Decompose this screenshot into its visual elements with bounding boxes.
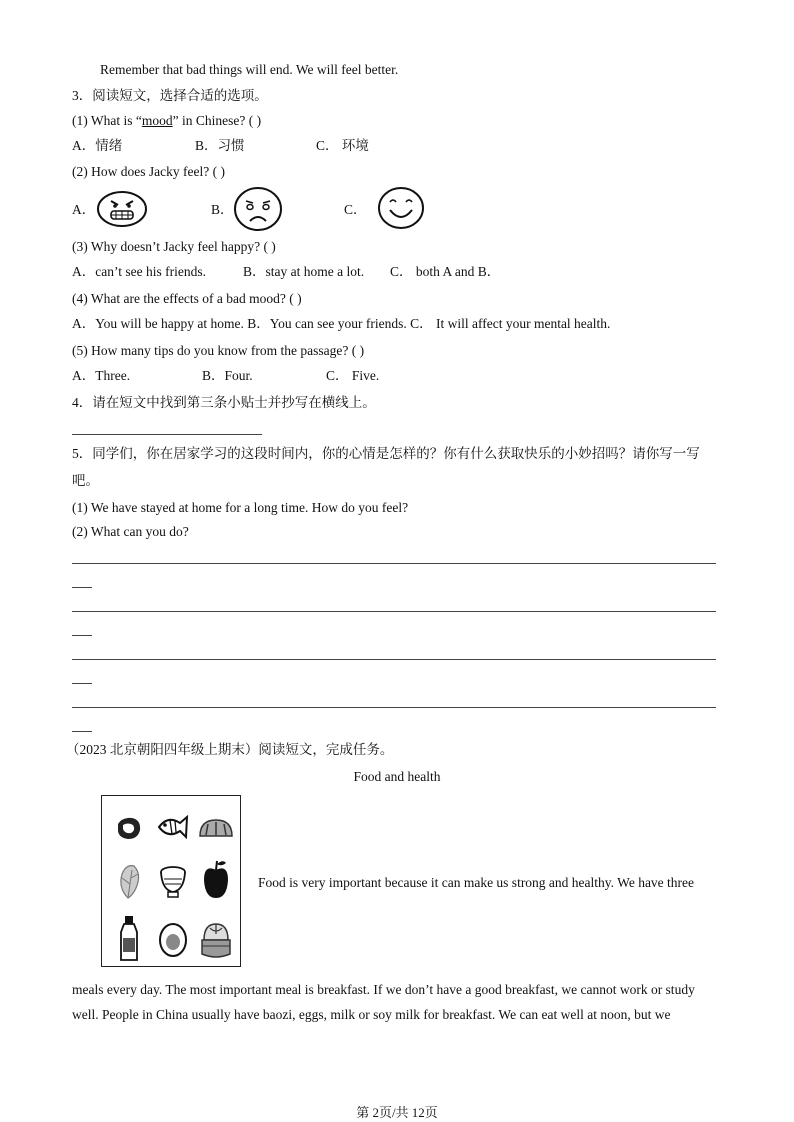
q4-answer-line[interactable] — [72, 434, 262, 435]
q3-sub3-question: (3) Why doesn’t Jacky feel happy? ( ) — [72, 239, 276, 254]
q5-answer-line-2[interactable] — [72, 611, 716, 612]
fish-icon — [156, 810, 190, 844]
q3-sub2-option-a: A． — [72, 202, 96, 217]
section2-paragraph-line3: well. People in China usually have baozi, eggs, milk or soy milk for breakfast. We can eat well at noon, but we — [72, 1007, 671, 1022]
section2-title: Food and health — [353, 769, 441, 784]
q3-sub4-question: (4) What are the effects of a bad mood? ( ) — [72, 291, 302, 306]
section2-source: （2023 北京朝阳四年级上期末）阅读短文，完成任务。 — [66, 742, 394, 757]
q3-sub2-option-b: B． — [211, 202, 234, 217]
q3-sub1-pre: (1) What is “ — [72, 113, 142, 128]
intro-line: Remember that bad things will end. We will feel better. — [100, 62, 399, 77]
q5-answer-line-3-tail — [72, 683, 92, 684]
q3-heading: 3．阅读短文，选择合适的选项。 — [72, 88, 268, 103]
q3-sub1-question — [72, 112, 261, 130]
milk-icon — [118, 914, 140, 964]
page-footer: 第 2页/共 12页 — [356, 1105, 438, 1120]
q5-answer-line-4[interactable] — [72, 707, 716, 708]
q3-sub2-option-c: C． — [344, 202, 367, 217]
q5-prompt-2: (2) What can you do? — [72, 524, 189, 539]
q5-answer-line-4-tail — [72, 731, 92, 732]
baozi-icon — [200, 920, 232, 960]
q3-sub4-options: A．You will be happy at home. B．You can see your friends. C． It will affect your mental health. — [72, 316, 611, 331]
egg-icon — [158, 922, 188, 958]
q3-sub1-option-a: A．情绪 — [72, 138, 123, 153]
q3-sub3-option-b: B．stay at home a lot. — [243, 264, 365, 279]
q3-sub5-option-a: A．Three. — [72, 368, 131, 383]
q5-prompt-1: (1) We have stayed at home for a long time. How do you feel? — [72, 500, 409, 515]
q3-sub1-option-c: C． 环境 — [316, 138, 369, 153]
q5-answer-line-1[interactable] — [72, 563, 716, 564]
q4-heading: 4．请在短文中找到第三条小贴士并抄写在横线上。 — [72, 395, 376, 410]
happy-face-icon — [377, 186, 425, 230]
q3-sub3-option-c: C． both A and B． — [390, 264, 501, 279]
sad-face-icon — [233, 186, 283, 232]
section2-paragraph-line2: meals every day. The most important meal is breakfast. If we don’t have a good breakfast, we cannot work or study — [72, 982, 695, 997]
q5-heading-line1: 5．同学们，你在居家学习的这段时间内，你的心情是怎样的？你有什么获取快乐的小妙招吗？请你写一写 — [72, 446, 700, 461]
bread-icon — [198, 816, 234, 842]
q5-heading-line2: 吧。 — [72, 473, 99, 488]
apple-icon — [202, 858, 230, 902]
q3-sub5-option-c: C． Five. — [326, 368, 380, 383]
q3-sub2-question: (2) How does Jacky feel? ( ) — [72, 164, 225, 179]
rice-bowl-icon — [158, 864, 188, 900]
q3-sub1-word: mood — [141, 113, 173, 128]
vegetables-icon — [114, 860, 144, 900]
q5-answer-line-2-tail — [72, 635, 92, 636]
q3-sub3-option-a: A．can’t see his friends. — [72, 264, 206, 279]
q3-sub1-option-b: B．习惯 — [195, 138, 245, 153]
q5-answer-line-1-tail — [72, 587, 92, 588]
angry-face-icon — [96, 190, 148, 228]
meat-icon — [114, 814, 144, 844]
food-picture — [101, 795, 241, 967]
q3-sub5-question: (5) How many tips do you know from the passage? ( ) — [72, 343, 365, 358]
q3-sub5-option-b: B．Four. — [202, 368, 253, 383]
section2-paragraph-first: Food is very important because it can make us strong and healthy. We have three — [258, 875, 695, 890]
q3-sub1-post: ” in Chinese? ( ) — [172, 113, 262, 128]
q5-answer-line-3[interactable] — [72, 659, 716, 660]
